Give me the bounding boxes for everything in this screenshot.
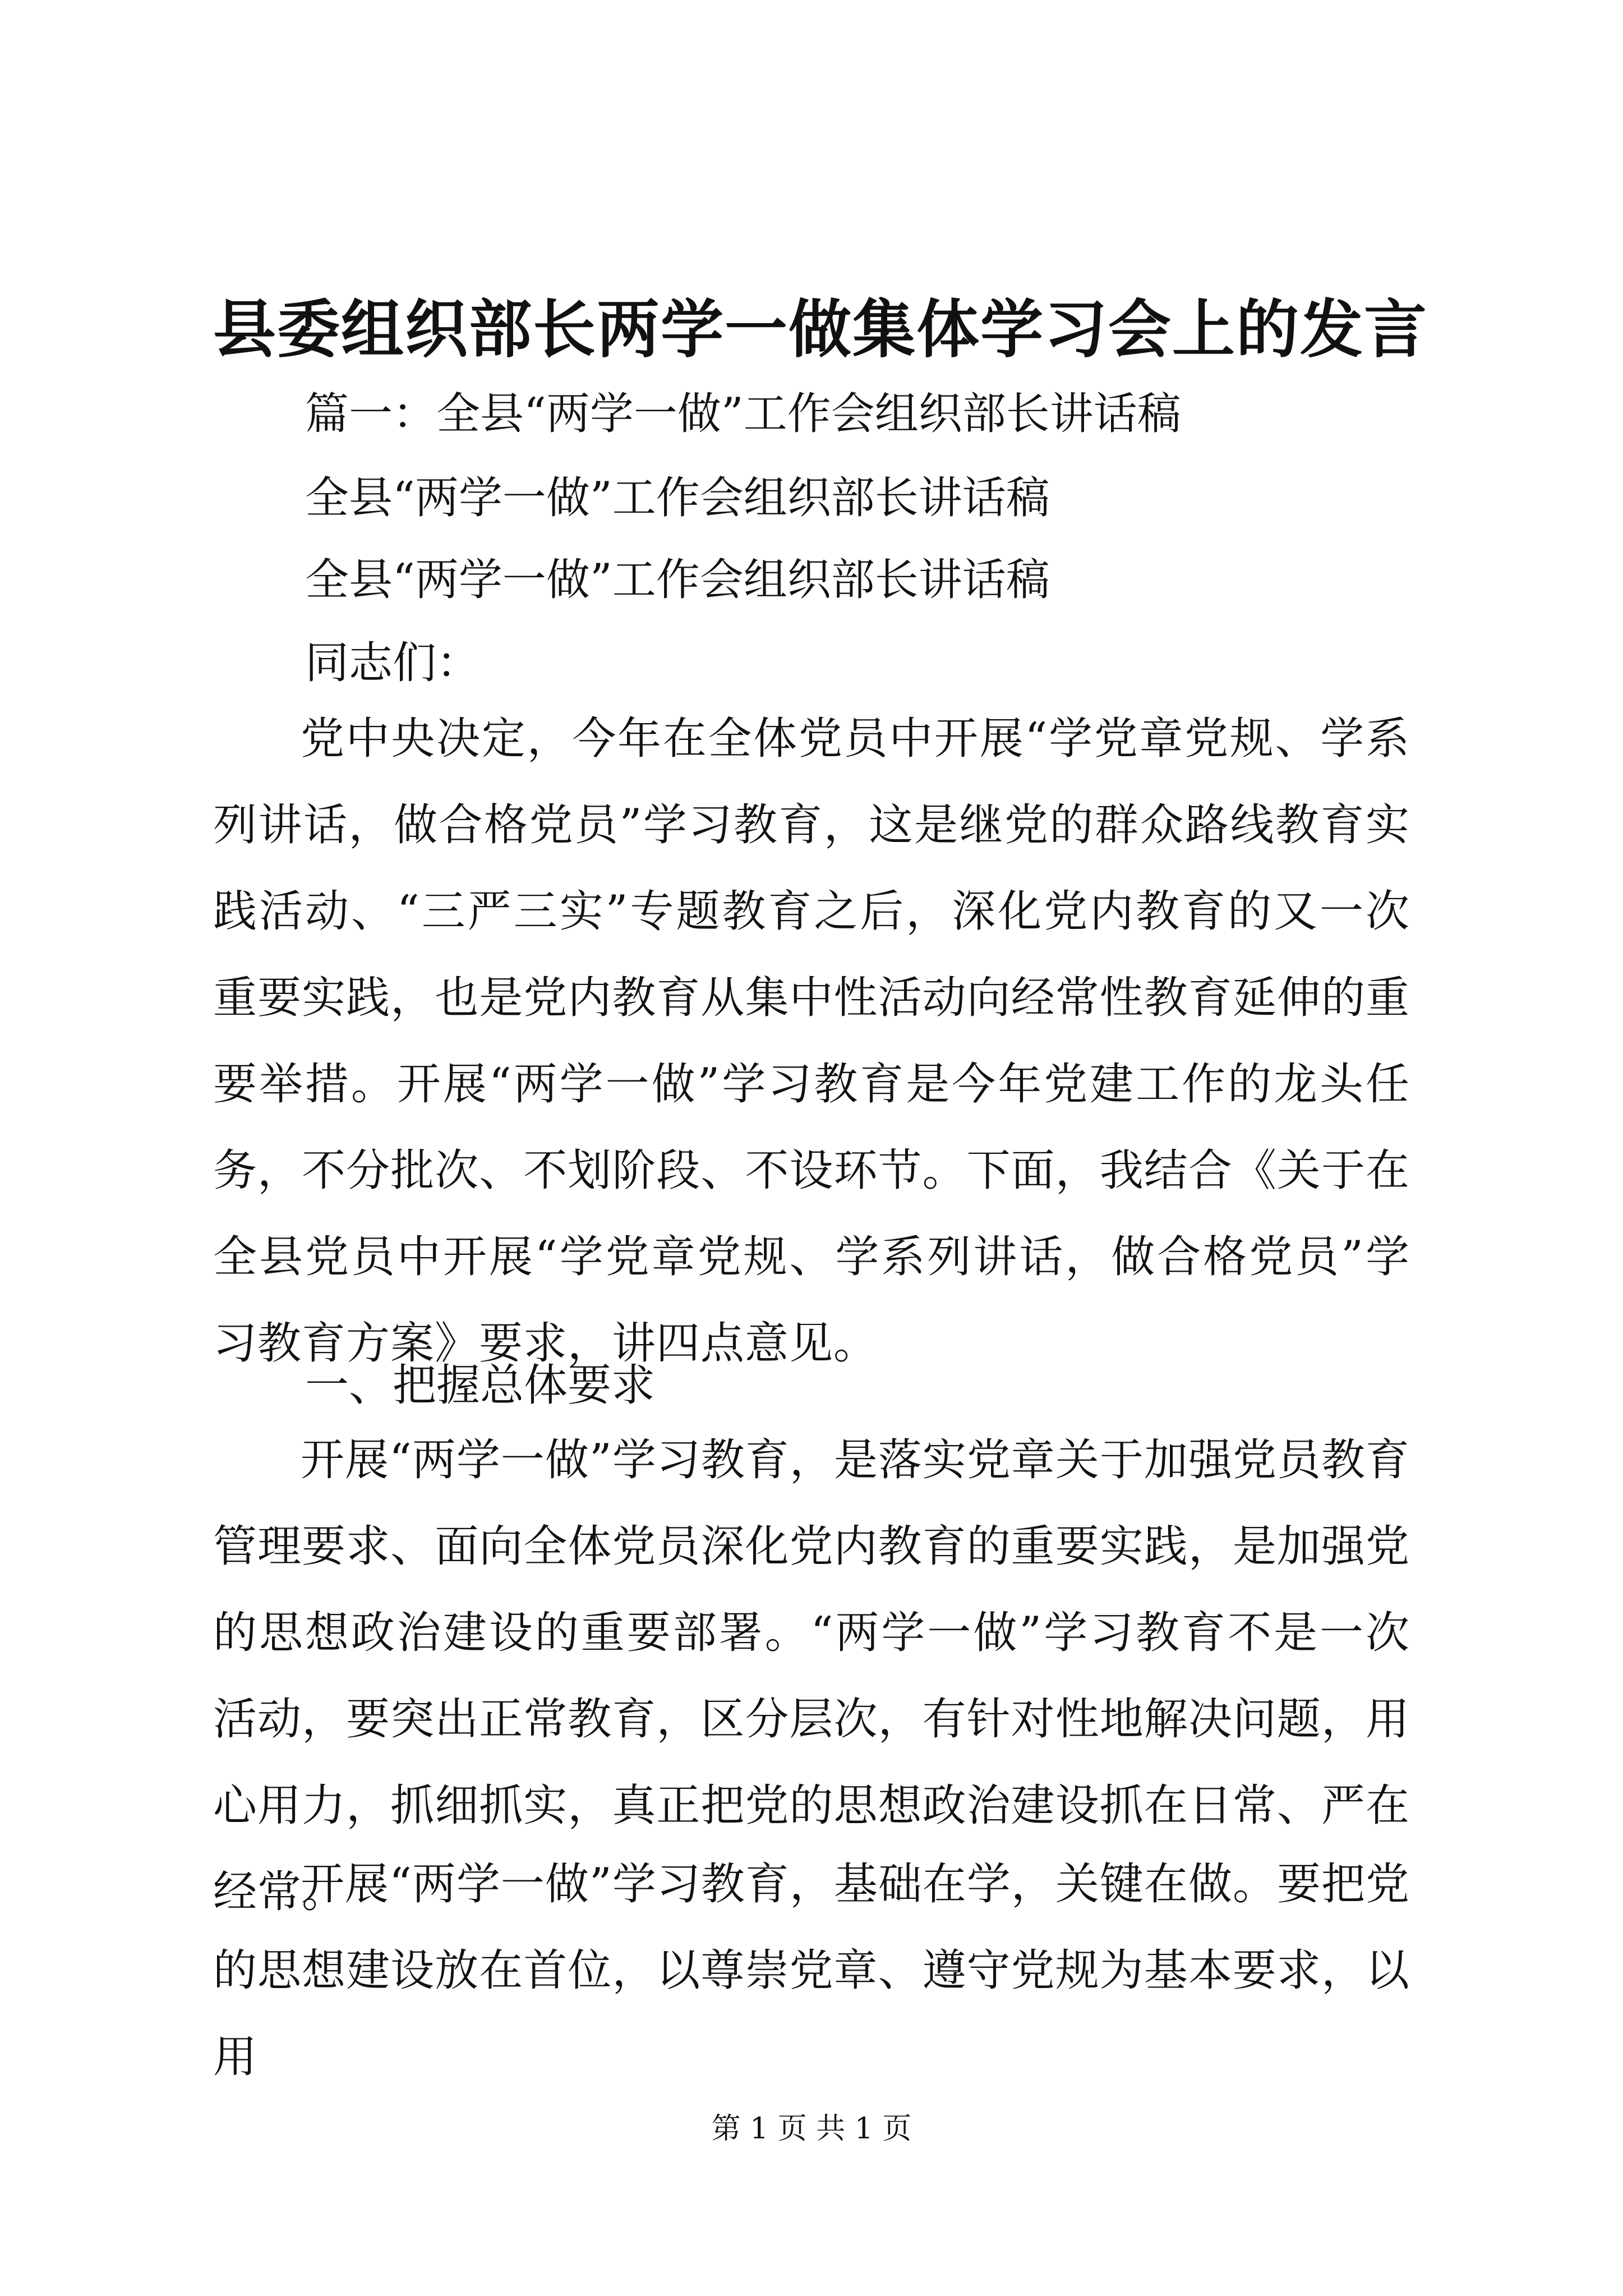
speech-subtitle-repeat: 全县“两学一做”工作会组织部长讲话稿 — [305, 555, 1050, 605]
salutation: 同志们： — [305, 638, 481, 688]
paragraph-study-practice: 开展“两学一做”学习教育，基础在学，关键在做。要把党的思想建设放在首位，以尊崇党章、遵守党规为基本要求，以用 — [213, 1859, 1410, 2082]
page-number-footer: 第 1 页 共 1 页 — [711, 2112, 912, 2146]
document-title: 县委组织部长两学一做集体学习会上的发言 — [213, 293, 1428, 366]
section-heading: 一、把握总体要求 — [305, 1360, 656, 1411]
speech-subtitle: 全县“两学一做”工作会组织部长讲话稿 — [305, 473, 1050, 523]
chapter-heading: 篇一：全县“两学一做”工作会组织部长讲话稿 — [305, 389, 1181, 439]
paragraph-requirements: 开展“两学一做”学习教育，是落实党章关于加强党员教育管理要求、面向全体党员深化党内教育的重要实践，是加强党的思想政治建设的重要部署。“两学一做”学习教育不是一次活动，要突出正常教育，区分层次，有针对性地解决问题，用心用力，抓细抓实，真正把党的思想政治建设抓在日常、严在经常。 — [213, 1435, 1410, 1917]
paragraph-intro: 党中央决定，今年在全体党员中开展“学党章党规、学系列讲话，做合格党员”学习教育，这是继党的群众路线教育实践活动、“三严三实”专题教育之后，深化党内教育的又一次重要实践，也是党内教育从集中性活动向经常性教育延伸的重要举措。开展“两学一做”学习教育是今年党建工作的龙头任务，不分批次、不划阶段、不设环节。下面，我结合《关于在全县党员中开展“学党章党规、学系列讲话，做合格党员”学习教育方案》要求，讲四点意见。 — [213, 714, 1410, 1369]
